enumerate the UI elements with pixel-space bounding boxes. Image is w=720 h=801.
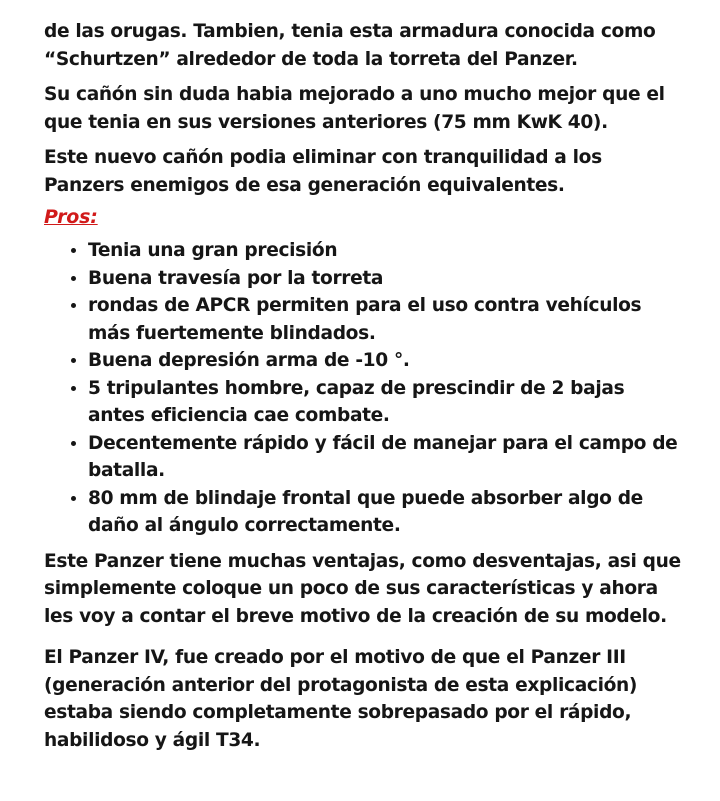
list-item: • Buena travesía por la torreta [88,265,682,293]
paragraph-origin: El Panzer IV, fue creado por el motivo de que el Panzer III (generación anterior del protagonista de esta explicación) estaba siendo completamente sobrepasado por el rápido, habilidoso y ágil T34. [44,647,638,751]
paragraph-armor: de las orugas. Tambien, tenia esta armadura conocida como “Schurtzen” alrededor de toda la torreta del Panzer. [44,21,656,70]
paragraph-cannon: Su cañón sin duda habia mejorado a uno mucho mejor que el que tenia en sus versiones anteriores (75 mm KwK 40). [44,84,665,133]
list-item: • Buena depresión arma de -10 °. [88,347,682,375]
pros-list [44,237,682,540]
pros-heading: Pros: [44,206,98,228]
list-item: • Tenia una gran precisión [88,237,682,265]
paragraph-advantages: Este Panzer tiene muchas ventajas, como desventajas, asi que simplemente coloque un poco de sus características y ahora les voy a contar el breve motivo de la creación de su modelo. [44,550,681,627]
list-item: • rondas de APCR permiten para el uso contra vehículos más fuertemente blindados. [88,292,682,347]
list-item: • 5 tripulantes hombre, capaz de prescindir de 2 bajas antes eficiencia cae combate. [88,375,682,430]
list-item: • Decentemente rápido y fácil de manejar para el campo de batalla. [88,430,682,485]
paragraph-cannon-effect: Este nuevo cañón podia eliminar con tranquilidad a los Panzers enemigos de esa generación equivalentes. [44,147,602,196]
list-item: • 80 mm de blindaje frontal que puede absorber algo de daño al ángulo correctamente. [88,485,682,540]
